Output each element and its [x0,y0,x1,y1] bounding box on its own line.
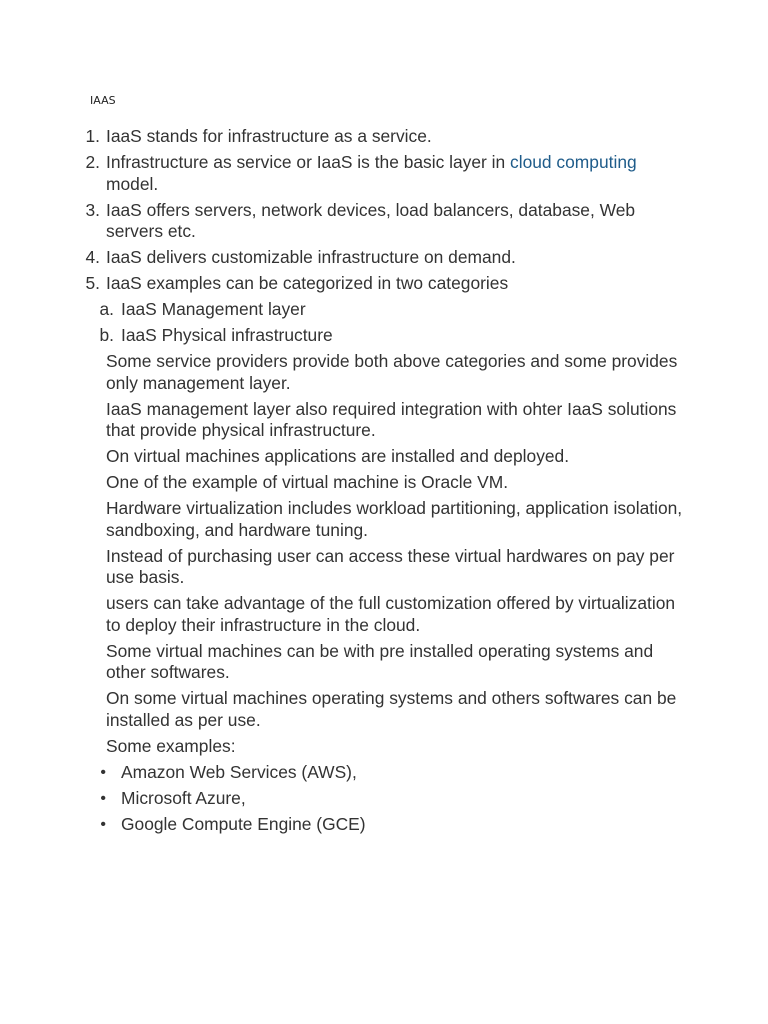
list-item-text: IaaS Management layer [121,299,306,319]
list-number: 2. [85,152,100,172]
list-item-text: Microsoft Azure, [121,787,246,808]
bullet-item [0,814,684,836]
list-item-text: Infrastructure as service or IaaS is the basic layer in [106,152,511,172]
paragraph: On virtual machines applications are installed and deployed. [106,446,570,466]
list-item-text: IaaS delivers customizable infrastructure on demand. [106,247,516,267]
lettered-item [0,325,684,347]
paragraph: Some service providers provide both above categories and some provides only management layer. [106,351,678,393]
list-letter: a. [99,299,114,319]
list-number: 4. [85,247,100,267]
list-item-text: Amazon Web Services (AWS), [121,761,357,782]
paragraph: Instead of purchasing user can access these virtual hardwares on pay per use basis. [106,545,675,587]
numbered-item [0,200,684,243]
list-number: 5. [85,273,100,293]
list-item-text: IaaS examples can be categorized in two categories [106,273,509,293]
bullet-icon: • [100,763,106,781]
paragraph: On some virtual machines operating systems and others softwares can be installed as per use. [106,688,677,730]
paragraph: Hardware virtualization includes workload partitioning, application isolation, sandboxing, and hardware tuning. [106,498,683,540]
numbered-item [0,273,684,295]
cloud-computing-link[interactable]: cloud computing [510,152,637,172]
paragraph: One of the example of virtual machine is Oracle VM. [106,472,509,492]
list-item-text: model. [106,173,159,194]
list-item-text: IaaS stands for infrastructure as a service. [106,126,432,146]
document-heading: IAAS [90,94,116,107]
numbered-item [0,152,684,195]
lettered-item [0,299,684,321]
list-number: 3. [85,199,100,220]
bullet-icon: • [100,815,106,833]
paragraph: Some examples: [106,735,236,756]
list-item-text: IaaS Physical infrastructure [121,325,333,345]
paragraph: users can take advantage of the full customization offered by virtualization to deploy their infrastructure in the cloud. [106,593,676,635]
paragraph: IaaS management layer also required integration with ohter IaaS solutions that provide physical infrastructure. [106,398,677,440]
document-body [0,126,768,840]
numbered-item [0,126,684,148]
list-letter: b. [99,325,114,345]
list-item-text: IaaS offers servers, network devices, load balancers, database, Web servers etc. [106,199,636,241]
bullet-item [0,788,684,810]
list-number: 1. [85,126,100,146]
list-item-text: Google Compute Engine (GCE) [121,813,366,834]
bullet-icon: • [100,789,106,807]
paragraph: Some virtual machines can be with pre installed operating systems and other softwares. [106,640,654,682]
numbered-item [0,247,684,269]
bullet-item [0,762,684,784]
